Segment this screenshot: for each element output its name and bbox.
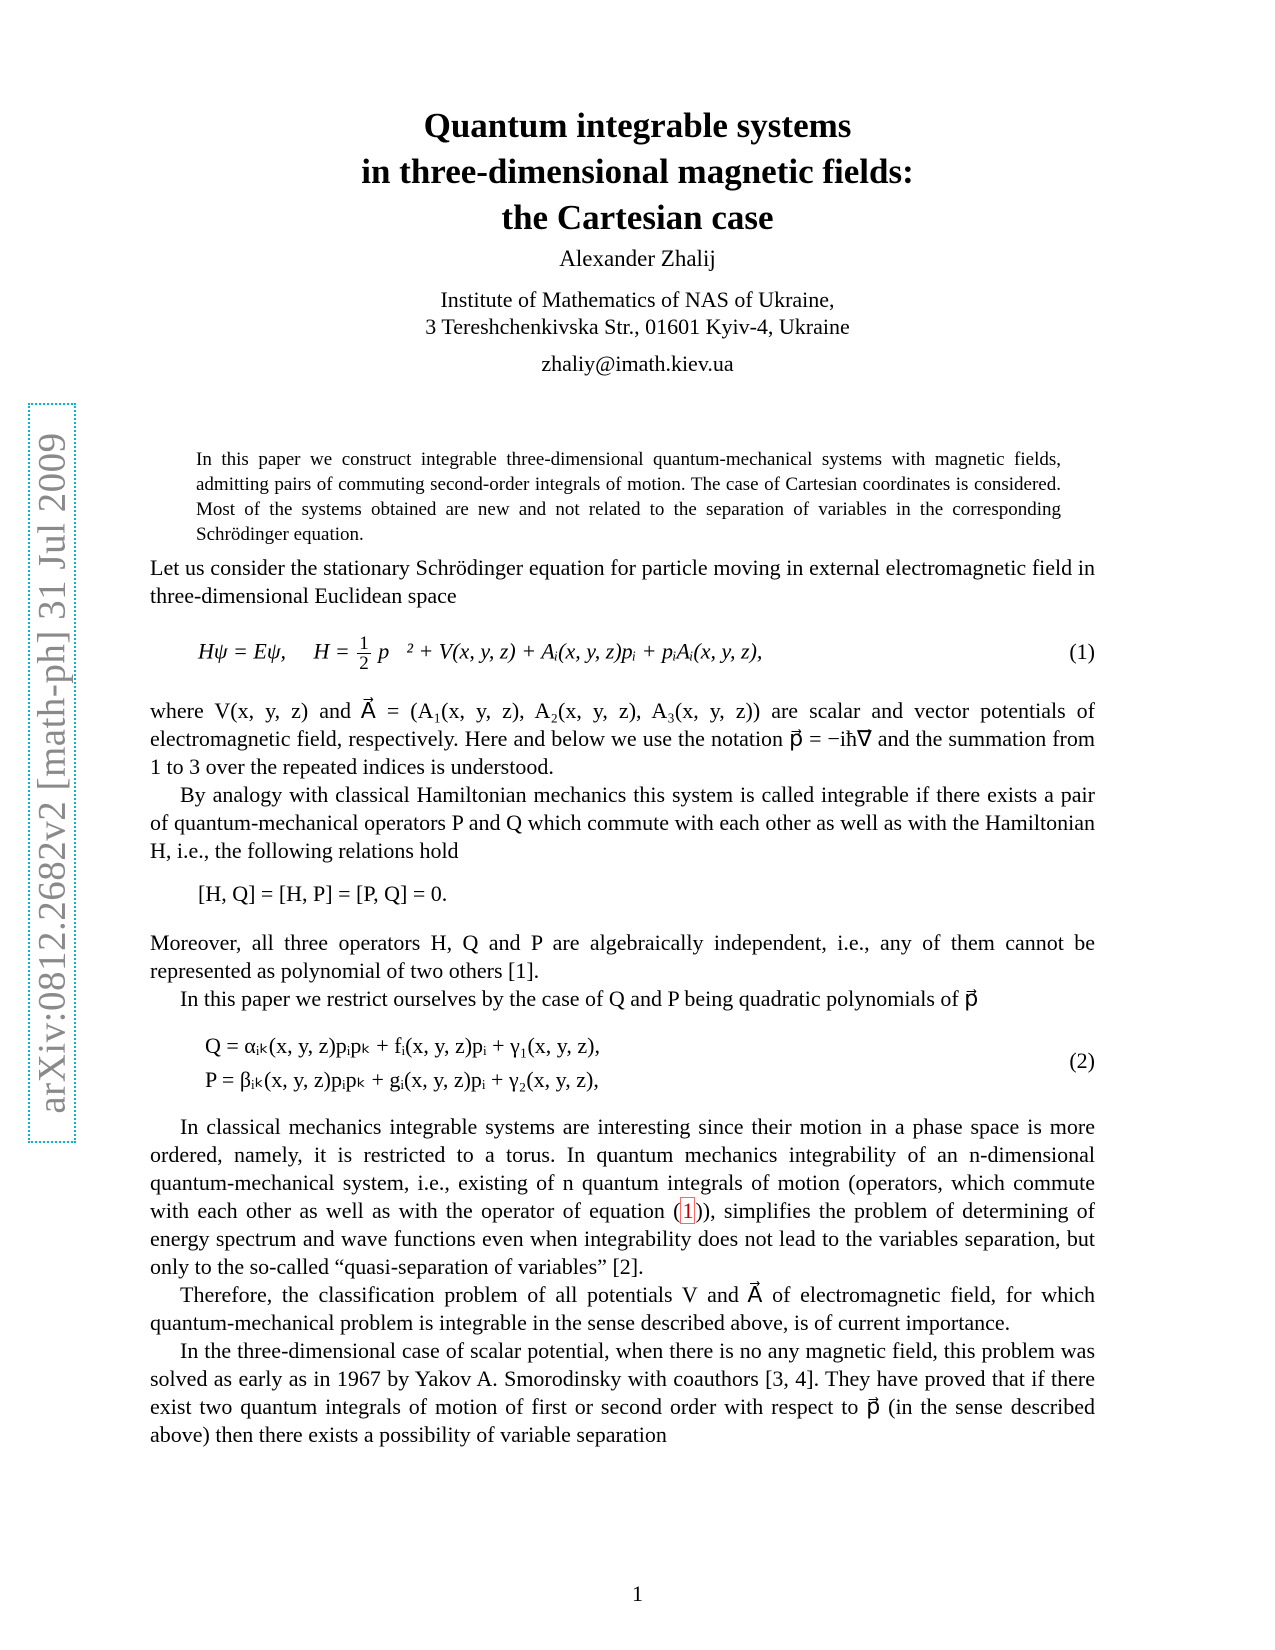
title-line-1: Quantum integrable systems [423,106,852,145]
para-moreover: Moreover, all three operators H, Q and P are algebraically independent, i.e., any of them cannot be represented as polynomial of two others [1]. [150,930,1095,983]
eq1-right: p⃗² + V(x, y, z) + Aᵢ(x, y, z)pᵢ + pᵢAᵢ(x, y, z), [378,638,763,664]
equation-1-reference-link[interactable]: 1 [682,1198,694,1223]
eq1-left: Hψ = Eψ, [198,638,286,664]
para-classical [150,1113,1095,1281]
eq1-frac-num: 1 [359,633,369,654]
arxiv-stamp-text: arXiv:0812.2682v2 [math-ph] 31 Jul 2009 [30,432,74,1114]
author: Alexander Zhalij [559,246,716,271]
eq2-line-1: Q = αᵢₖ(x, y, z)pᵢpₖ + fᵢ(x, y, z)pᵢ + γ₁(x, y, z), [205,1033,600,1058]
equation-2 [205,1029,600,1097]
title-line-3: the Cartesian case [501,198,774,237]
arxiv-stamp [28,403,76,1143]
intro-paragraph [150,554,1095,610]
eq1-frac-den: 2 [359,653,369,674]
affiliation-line-1: Institute of Mathematics of NAS of Ukraine, [440,287,835,312]
title-line-2: in three-dimensional magnetic fields: [361,152,914,191]
paper-title [150,103,1125,241]
para-where: where V(x, y, z) and A⃗ = (A₁(x, y, z), A₂(x, y, z), A₃(x, y, z)) are scalar and vector potentials of electromagnetic field, respectively. Here and below we use the notation p⃗ = −iħ∇⃗ and the summation from 1 to 3 over the repeated indices is understood. [150,698,1095,779]
para-classical-a: In classical mechanics integrable systems are interesting since their motion in a phase space is more ordered, namely, it is restricted to a torus. In quantum mechanics integrability of an n-dimensional quantum-mechanical system, i.e., existing of n quantum integrals of motion (operators, which commute with each other as well as with the operator of equation ( [150,1114,1095,1223]
eq1-fraction [357,634,371,673]
para-therefore: Therefore, the classification problem of all potentials V and A⃗ of electromagnetic field, for which quantum-mechanical problem is integrable in the sense described above, is of current importance. [150,1282,1095,1335]
equation-1-number: (1) [1069,639,1095,664]
eq1-h: H = [313,638,350,664]
para-analogy: By analogy with classical Hamiltonian mechanics this system is called integrable if there exists a pair of quantum-mechanical operators P and Q which commute with each other as well as with the Hamiltonian H, i.e., the following relations hold [150,782,1095,863]
intro-text: Let us consider the stationary Schrödinger equation for particle moving in external electromagnetic field in three-dimensional Euclidean space [150,555,1095,608]
eq2-line-2: P = βᵢₖ(x, y, z)pᵢpₖ + gᵢ(x, y, z)pᵢ + γ₂(x, y, z), [205,1067,599,1092]
equation-1 [198,634,762,673]
equation-2-number: (2) [1069,1048,1095,1073]
para-classical-b: )), simplifies the problem of determining of energy spectrum and wave functions even when integrability does not lead to the variables separation, but only to the so-called “quasi-separation of variables” [2]. [150,1198,1096,1279]
paragraph-moreover-restrict [150,929,1095,1013]
equation-commutators: [H, Q] = [H, P] = [P, Q] = 0. [198,881,448,906]
email: zhaliy@imath.kiev.ua [541,351,734,376]
paragraph-block-main [150,1113,1095,1449]
paragraph-where-analogy [150,697,1095,865]
abstract: In this paper we construct integrable three-dimensional quantum-mechanical systems with magnetic fields, admitting pairs of commuting second-order integrals of motion. The case of Cartesian coordinates is considered. Most of the systems obtained are new and not related to the separation of variables in the corresponding Schrödinger equation. [196,449,1061,545]
para-restrict: In this paper we restrict ourselves by the case of Q and P being quadratic polynomials of p⃗ [180,986,979,1011]
page-number: 1 [632,1581,643,1606]
para-smorodinsky: In the three-dimensional case of scalar potential, when there is no any magnetic field, this problem was solved as early as in 1967 by Yakov A. Smorodinsky with coauthors [3, 4]. They have proved that if there exist two quantum integrals of motion of first or second order with respect to p⃗ (in the sense described above) then there exists a possibility of variable separation [150,1338,1095,1447]
affiliation [150,286,1125,340]
affiliation-line-2: 3 Tereshchenkivska Str., 01601 Kyiv-4, Ukraine [425,314,850,339]
